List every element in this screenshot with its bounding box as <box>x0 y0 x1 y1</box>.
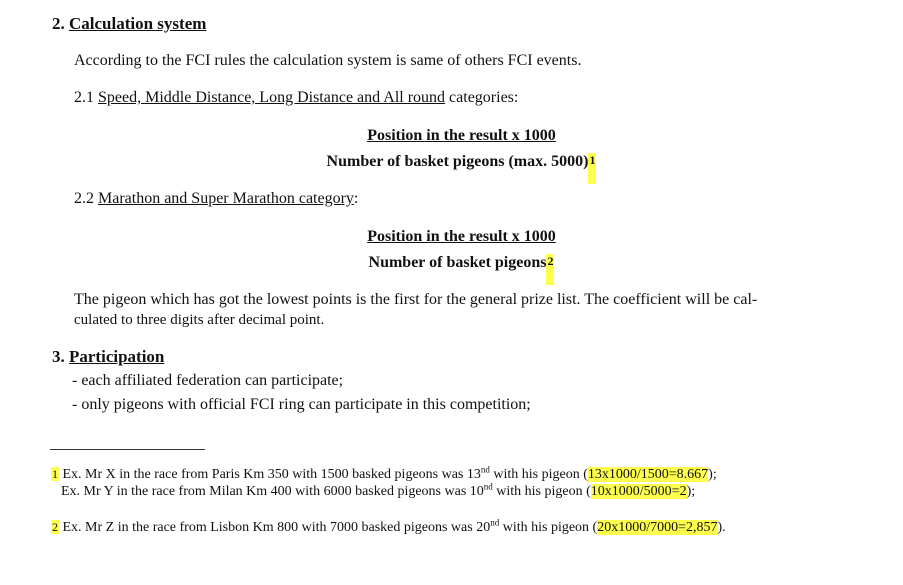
formula-1-numerator <box>0 127 903 145</box>
list-item: - each affiliated federation can participate; <box>72 372 344 389</box>
footnote-divider <box>50 449 205 450</box>
calculation-highlight: 13x1000/1500=8.667 <box>587 467 709 482</box>
footnote-text: ). <box>717 520 726 535</box>
intro-text: According to the FCI rules the calculation system is same of others FCI events. <box>74 52 582 69</box>
footnote-2-line-1 <box>51 517 726 536</box>
section-3-heading <box>52 347 164 367</box>
footnote-mark-1[interactable]: 1 <box>588 153 596 184</box>
section-number: 3. <box>52 347 65 366</box>
ordinal-suffix: nd <box>490 517 500 528</box>
footnote-text: Ex. Mr X in the race from Paris Km 350 with 1500 basked pigeons was 13 <box>59 467 481 482</box>
footnote-mark-2[interactable]: 2 <box>546 254 554 285</box>
calculation-highlight: 20x1000/7000=2,857 <box>597 520 718 535</box>
subsection-number: 2.2 <box>74 190 94 207</box>
formula-1-denominator <box>0 153 903 184</box>
footnote-1-line-2 <box>61 481 696 500</box>
footnote-text: ); <box>686 484 696 499</box>
footnote-text: ); <box>708 467 717 482</box>
denominator-text: Number of basket pigeons <box>368 254 547 271</box>
section-2-heading <box>52 14 206 34</box>
calculation-highlight: 10x1000/5000=2 <box>590 484 687 499</box>
footnote-2-mark: 2 <box>52 520 58 534</box>
footnote-text: with his pigeon ( <box>489 467 588 482</box>
subsection-suffix: categories: <box>445 89 519 106</box>
ordinal-suffix: nd <box>480 464 490 475</box>
list-item: - only pigeons with official FCI ring can participate in this competition; <box>72 396 531 413</box>
footnote-1-line-1 <box>51 464 717 483</box>
footnote-text: with his pigeon ( <box>492 484 591 499</box>
subsection-number: 2.1 <box>74 89 94 106</box>
formula-2-denominator <box>0 254 903 285</box>
footnote-text: with his pigeon ( <box>499 520 598 535</box>
numerator-text: Position in the result x 1000 <box>367 228 556 245</box>
subsection-label: Speed, Middle Distance, Long Distance and All round <box>98 89 446 106</box>
denominator-text: Number of basket pigeons (max. 5000) <box>326 153 589 170</box>
section-title: Participation <box>69 347 165 366</box>
subsection-2-1 <box>74 89 518 107</box>
footnote-text: Ex. Mr Y in the race from Milan Km 400 with 6000 basked pigeons was 10 <box>61 484 484 499</box>
section-number: 2. <box>52 14 65 33</box>
subsection-2-2 <box>74 190 358 208</box>
subsection-suffix: : <box>353 190 359 207</box>
numerator-text: Position in the result x 1000 <box>367 127 556 144</box>
footnote-1-mark: 1 <box>52 467 58 481</box>
footnote-text: Ex. Mr Z in the race from Lisbon Km 800 with 7000 basked pigeons was 20 <box>59 520 491 535</box>
section-title: Calculation system <box>69 14 207 33</box>
formula-2-numerator <box>0 228 903 246</box>
paragraph-line-1: The pigeon which has got the lowest points is the first for the general prize list. The coefficient will be cal- <box>74 291 758 308</box>
subsection-label: Marathon and Super Marathon category <box>98 190 354 207</box>
ordinal-suffix: nd <box>483 481 493 492</box>
paragraph-line-2: culated to three digits after decimal point. <box>74 312 325 328</box>
